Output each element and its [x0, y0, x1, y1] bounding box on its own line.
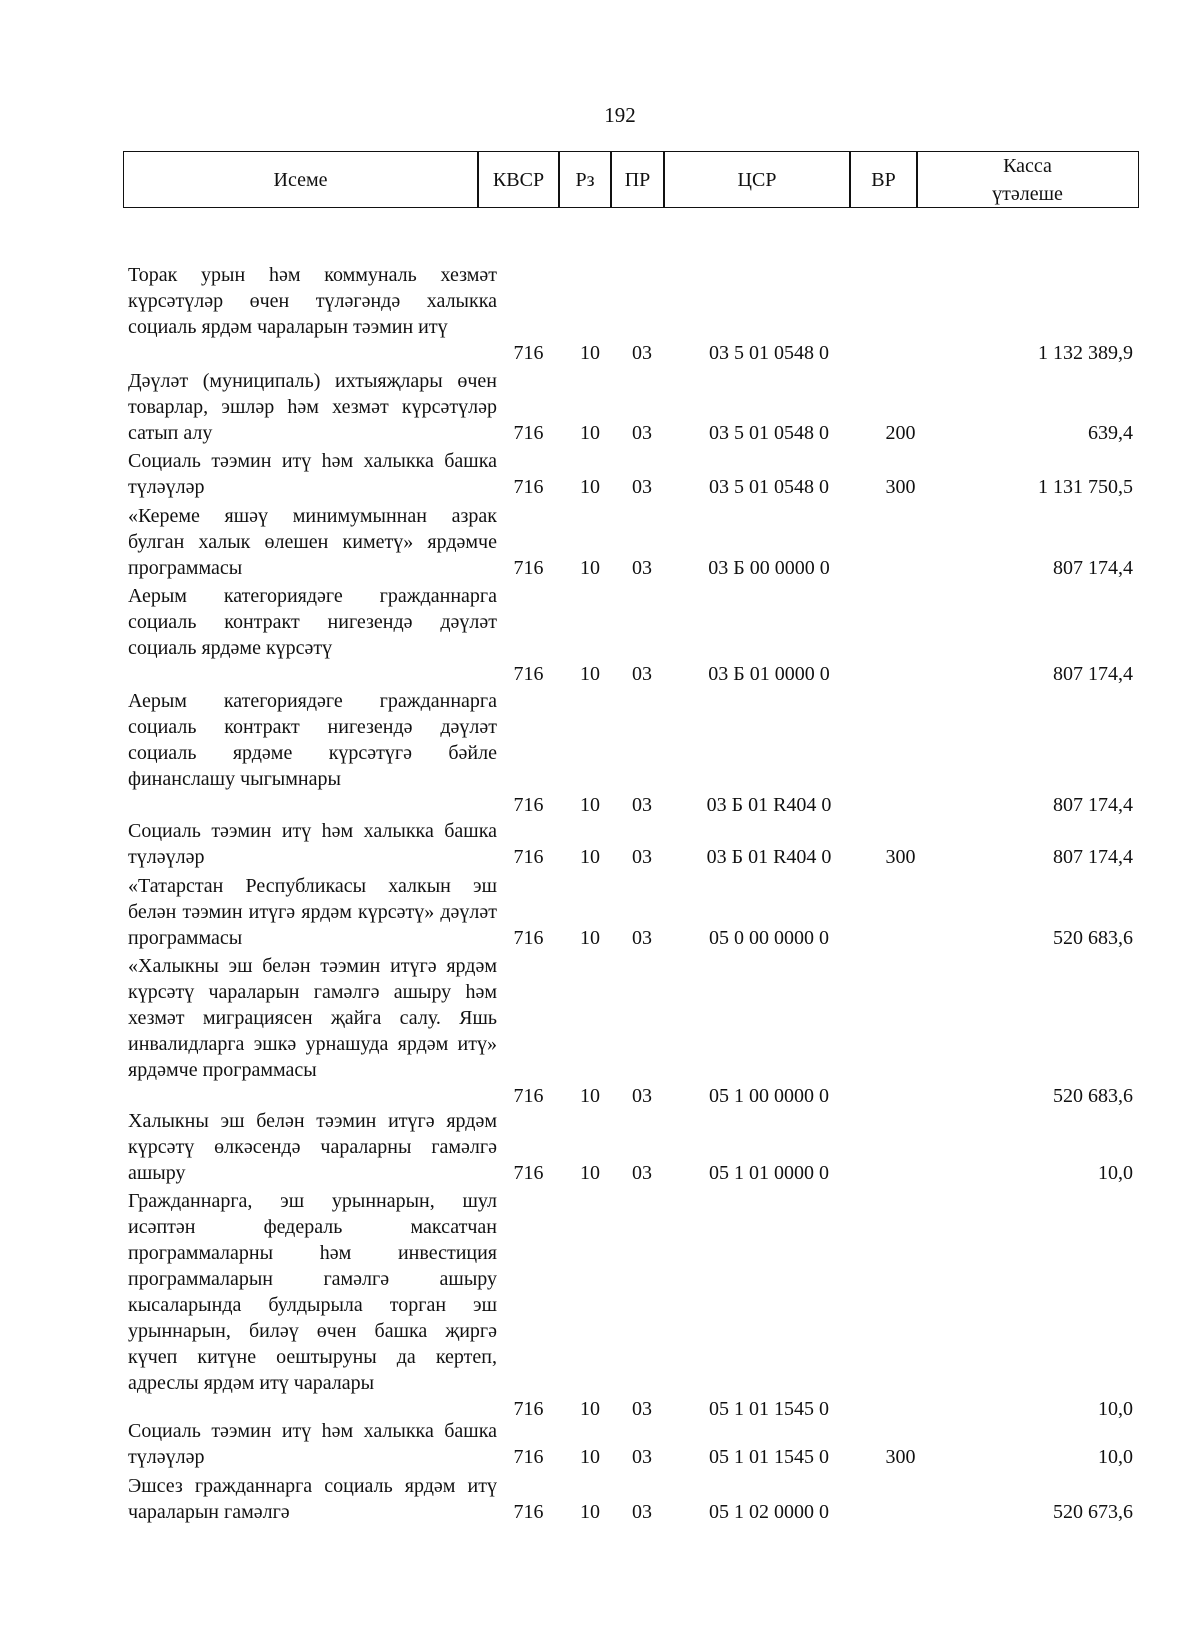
row-values: [123, 661, 1139, 687]
row-amount: 10,0: [1098, 1446, 1133, 1468]
row-pr: 03: [632, 794, 652, 816]
row-values: [123, 1160, 1139, 1186]
row-name: «Халыкны эш белән тәэмин итүгә ярдәм күрсәтү чараларын гамәлгә ашыру һәм хезмәт миграциясен җайга салу. Яшь инвалидларга эшкә урнашуда ярдәм итү» ярдәмче программасы: [128, 955, 497, 1081]
row-name: Аерым категориядәге гражданнарга социаль контракт нигезендә дәүләт социаль ярдәме күрсәтүгә бәйле финанслашу чыгымнары: [128, 690, 497, 790]
row-pr: 03: [632, 663, 652, 685]
row-csr: 03 Б 01 R404 0: [706, 846, 832, 868]
row-amount: 10,0: [1098, 1162, 1133, 1184]
row-csr: 03 5 01 0548 0: [709, 342, 829, 364]
row-kvsr: 716: [513, 1162, 544, 1184]
row-pr: 03: [632, 342, 652, 364]
row-vr: 200: [885, 422, 916, 444]
row-rz: 10: [580, 342, 600, 364]
row-pr: 03: [632, 1162, 652, 1184]
row-csr: 05 1 02 0000 0: [709, 1501, 829, 1523]
row-csr: 03 5 01 0548 0: [709, 476, 829, 498]
row-name: «Татарстан Республикасы халкын эш белән тәэмин итүгә ярдәм күрсәтү» дәүләт программасы: [128, 875, 497, 949]
row-kvsr: 716: [513, 1446, 544, 1468]
row-csr: 05 1 01 1545 0: [709, 1446, 829, 1468]
header-pr: ПР: [624, 168, 651, 191]
row-csr: 05 0 00 0000 0: [709, 927, 829, 949]
row-amount: 807 174,4: [1053, 846, 1133, 868]
row-csr: 03 5 01 0548 0: [709, 422, 829, 444]
row-values: [123, 1083, 1139, 1109]
row-name: Эшсез гражданнарга социаль ярдәм итү чараларын гамәлгә: [128, 1475, 497, 1523]
table-row: [123, 1108, 1139, 1186]
row-csr: 03 Б 01 R404 0: [706, 794, 832, 816]
row-amount: 807 174,4: [1053, 794, 1133, 816]
row-pr: 03: [632, 422, 652, 444]
row-rz: 10: [580, 1085, 600, 1107]
row-pr: 03: [632, 1446, 652, 1468]
budget-table: [123, 151, 1139, 1523]
row-name: Гражданнарга, эш урыннарын, шул исәптән федераль максатчан программаларны һәм инвестиция программаларын гамәлгә ашыру кысаларында булдырыла торган эш урыннарын, биләү өчен башка җиргә күчеп китүне оештыруны да кертеп, адреслы ярдәм итү чаралары: [128, 1190, 497, 1394]
row-amount: 807 174,4: [1053, 557, 1133, 579]
row-kvsr: 716: [513, 1501, 544, 1523]
row-rz: 10: [580, 1162, 600, 1184]
row-amount: 520 683,6: [1053, 927, 1133, 949]
header-vr: ВР: [871, 168, 896, 191]
table-row: [123, 448, 1139, 500]
header-rz: Рз: [575, 168, 595, 191]
row-values: [123, 1444, 1139, 1470]
row-name: «Кереме яшәү минимумыннан азрак булган халык өлешен киметү» ярдәмче программасы: [128, 505, 497, 579]
row-values: [123, 474, 1139, 500]
row-rz: 10: [580, 1501, 600, 1523]
row-vr: 300: [885, 1446, 916, 1468]
row-rz: 10: [580, 1398, 600, 1420]
row-kvsr: 716: [513, 663, 544, 685]
row-rz: 10: [580, 476, 600, 498]
row-pr: 03: [632, 1398, 652, 1420]
table-row: [123, 503, 1139, 581]
row-csr: 05 1 01 1545 0: [709, 1398, 829, 1420]
row-csr: 03 Б 00 0000 0: [708, 557, 830, 579]
row-rz: 10: [580, 1446, 600, 1468]
page-number: 192: [604, 103, 636, 127]
row-values: [123, 555, 1139, 581]
row-kvsr: 716: [513, 557, 544, 579]
row-values: [123, 792, 1139, 818]
header-kvsr: КВСР: [492, 168, 545, 191]
row-name: Социаль тәэмин итү һәм халыкка башка түләүләр: [128, 450, 497, 498]
row-kvsr: 716: [513, 927, 544, 949]
row-kvsr: 716: [513, 1398, 544, 1420]
row-values: [123, 925, 1139, 951]
row-kvsr: 716: [513, 846, 544, 868]
row-values: [123, 420, 1139, 446]
row-amount: 1 132 389,9: [1038, 342, 1133, 364]
table-row: [123, 953, 1139, 1109]
row-amount: 520 673,6: [1053, 1501, 1133, 1523]
row-name: Социаль тәэмин итү һәм халыкка башка түләүләр: [128, 1420, 497, 1468]
header-amount-line1: Касса: [1003, 154, 1052, 177]
table-row: [123, 873, 1139, 951]
row-name: Дәүләт (муниципаль) ихтыяҗлары өчен товарлар, эшләр һәм хезмәт күрсәтүләр сатып алу: [128, 370, 497, 444]
header-amount-line2: үтәлеше: [992, 182, 1063, 205]
table-row: [123, 583, 1139, 687]
row-kvsr: 716: [513, 476, 544, 498]
header-name: Исеме: [273, 168, 328, 191]
row-csr: 05 1 01 0000 0: [709, 1162, 829, 1184]
row-kvsr: 716: [513, 422, 544, 444]
row-amount: 807 174,4: [1053, 663, 1133, 685]
row-values: [123, 1499, 1139, 1525]
header-amount: [918, 152, 1137, 207]
row-name: Торак урын һәм коммуналь хезмәт күрсәтүләр өчен түләгәндә халыкка социаль ярдәм чараларын тәэмин итү: [128, 264, 497, 338]
table-row: [123, 1188, 1139, 1422]
table-row: [123, 368, 1139, 446]
table-row: [123, 818, 1139, 870]
row-values: [123, 844, 1139, 870]
row-name: Халыкны эш белән тәэмин итүгә ярдәм күрсәтү өлкәсендә чараларны гамәлгә ашыру: [128, 1110, 497, 1184]
row-rz: 10: [580, 846, 600, 868]
table-row: [123, 688, 1139, 818]
row-rz: 10: [580, 557, 600, 579]
row-amount: 520 683,6: [1053, 1085, 1133, 1107]
table-row: [123, 1418, 1139, 1470]
row-pr: 03: [632, 476, 652, 498]
row-pr: 03: [632, 1501, 652, 1523]
row-rz: 10: [580, 794, 600, 816]
row-amount: 10,0: [1098, 1398, 1133, 1420]
row-pr: 03: [632, 557, 652, 579]
row-pr: 03: [632, 1085, 652, 1107]
row-name: Аерым категориядәге гражданнарга социаль контракт нигезендә дәүләт социаль ярдәме күрсәтү: [128, 585, 497, 659]
row-values: [123, 340, 1139, 366]
row-csr: 03 Б 01 0000 0: [708, 663, 830, 685]
row-kvsr: 716: [513, 342, 544, 364]
row-name: Социаль тәэмин итү һәм халыкка башка түләүләр: [128, 820, 497, 868]
table-row: [123, 262, 1139, 366]
row-pr: 03: [632, 846, 652, 868]
row-kvsr: 716: [513, 794, 544, 816]
row-csr: 05 1 00 0000 0: [709, 1085, 829, 1107]
row-vr: 300: [885, 476, 916, 498]
row-vr: 300: [885, 846, 916, 868]
header-csr: ЦСР: [737, 168, 777, 191]
row-kvsr: 716: [513, 1085, 544, 1107]
row-rz: 10: [580, 422, 600, 444]
row-pr: 03: [632, 927, 652, 949]
row-amount: 1 131 750,5: [1038, 476, 1133, 498]
table-row: [123, 1473, 1139, 1525]
row-rz: 10: [580, 663, 600, 685]
row-rz: 10: [580, 927, 600, 949]
row-amount: 639,4: [1088, 422, 1133, 444]
table-header: [123, 151, 1139, 208]
